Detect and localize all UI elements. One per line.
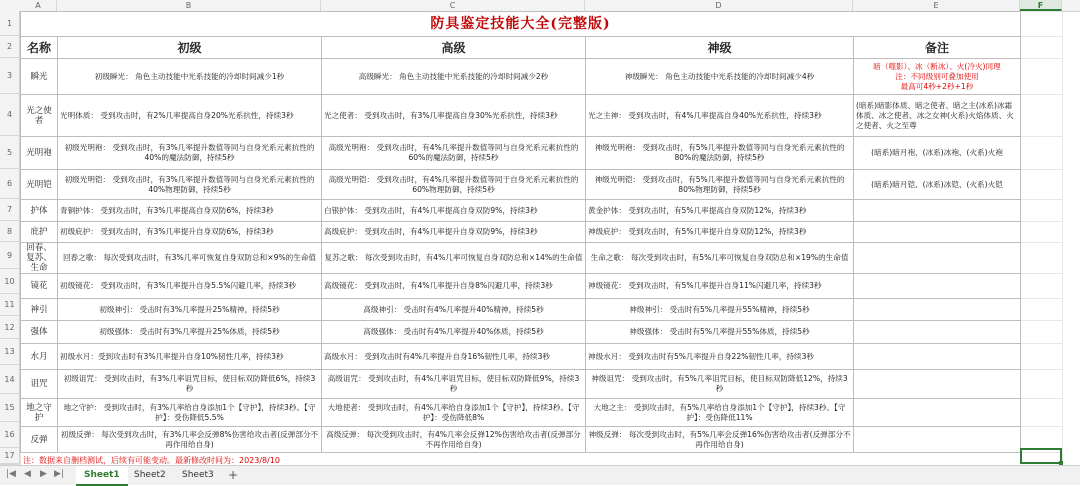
advanced-cell[interactable]: 高级反弹： 每次受到攻击时，有4%几率会反弹12%伤害给攻击者(反弹部分不再作用给自身) (322, 427, 586, 453)
basic-cell[interactable]: 回春之歌： 每次受到攻击时，有3%几率可恢复自身双防总和×9%的生命值 (58, 243, 322, 274)
advanced-cell[interactable]: 光之使者： 受到攻击时，有3%几率提高自身30%光系抗性，持续3秒 (322, 95, 586, 137)
column-header-e[interactable]: E (853, 0, 1020, 11)
spreadsheet-grid (20, 11, 1063, 469)
cell[interactable] (1021, 137, 1063, 170)
column-header-a[interactable]: A (20, 0, 57, 11)
divine-cell[interactable]: 神级镜花： 受到攻击时，有5%几率提升自身11%闪避几率，持续3秒 (586, 274, 854, 299)
basic-cell[interactable]: 初级强体： 受击时有3%几率提升25%体质，持续5秒 (58, 321, 322, 344)
divine-cell[interactable]: 神级强体： 受击时有5%几率提升55%体质，持续5秒 (586, 321, 854, 344)
cell[interactable] (1021, 321, 1063, 344)
divine-cell[interactable]: 神级光明袍： 受到攻击时，有5%几率提升数值等同与自身光系元素抗性的80%的魔法防御，持续5秒 (586, 137, 854, 170)
row-header[interactable]: 11 (0, 294, 20, 316)
remarks-cell[interactable] (854, 299, 1021, 321)
cell[interactable] (1021, 170, 1063, 200)
header-advanced[interactable]: 高级 (322, 37, 586, 59)
row-header[interactable]: 2 (0, 36, 20, 58)
advanced-cell[interactable]: 大地使者： 受到攻击时，有4%几率给自身添加1个【守护】，持续3秒。【守护】：受伤降低8% (322, 399, 586, 427)
skill-name[interactable]: 神引 (21, 299, 58, 321)
basic-cell[interactable]: 初级神引： 受击时有3%几率提升25%精神，持续5秒 (58, 299, 322, 321)
basic-cell[interactable]: 初级反弹： 每次受到攻击时，有3%几率会反弹8%伤害给攻击者(反弹部分不再作用给自身) (58, 427, 322, 453)
divine-cell[interactable]: 神级神引： 受击时有5%几率提升55%精神，持续5秒 (586, 299, 854, 321)
row-header[interactable]: 10 (0, 269, 20, 294)
sheet-title[interactable]: 防具鉴定技能大全(完整版) (21, 12, 1021, 37)
cell[interactable] (1021, 37, 1063, 59)
advanced-cell[interactable]: 高级水月： 受到攻击时有4%几率提升自身16%韧性几率，持续3秒 (322, 344, 586, 370)
row-header[interactable]: 17 (0, 448, 20, 464)
remarks-cell[interactable]: 暗（噬影）、冰（断冰）、火(冷火)同理 注：不同级别可叠加使用 最高可4秒+2秒+1秒 (854, 59, 1021, 95)
divine-cell[interactable]: 神级诅咒： 受到攻击时，有5%几率诅咒目标，使目标双防降低12%，持续3秒 (586, 370, 854, 399)
column-header-b[interactable]: B (57, 0, 321, 11)
column-header-d[interactable]: D (585, 0, 853, 11)
remarks-cell[interactable] (854, 321, 1021, 344)
header-basic[interactable]: 初级 (58, 37, 322, 59)
row-header[interactable]: 12 (0, 316, 20, 339)
basic-cell[interactable]: 初级光明袍： 受到攻击时，有3%几率提升数值等同与自身光系元素抗性的40%的魔法防御，持续5秒 (58, 137, 322, 170)
cell[interactable] (1021, 344, 1063, 370)
row-header[interactable]: 14 (0, 365, 20, 394)
basic-cell[interactable]: 初级光明铠： 受到攻击时，有3%几率提升数值等同与自身光系元素抗性的40%物理防御，持续5秒 (58, 170, 322, 200)
skill-name[interactable]: 瞬光 (21, 59, 58, 95)
row-header[interactable]: 15 (0, 394, 20, 422)
skill-name[interactable]: 回春、复苏、生命 (21, 243, 58, 274)
advanced-cell[interactable]: 高级光明铠： 受到攻击时，有4%几率提升数值等同于自身光系元素抗性的60%物理防御，持续5秒 (322, 170, 586, 200)
divine-cell[interactable]: 神级瞬光： 角色主动技能中光系技能的冷却时间减少4秒 (586, 59, 854, 95)
row-header[interactable]: 16 (0, 422, 20, 448)
advanced-cell[interactable]: 高级神引： 受击时有4%几率提升40%精神，持续5秒 (322, 299, 586, 321)
prev-sheet-icon[interactable]: ◀ (24, 469, 31, 479)
header-remarks[interactable]: 备注 (854, 37, 1021, 59)
advanced-cell[interactable]: 白银护体： 受到攻击时，有4%几率提高自身双防9%，持续3秒 (322, 200, 586, 222)
basic-cell[interactable]: 初级瞬光： 角色主动技能中光系技能的冷却时间减少1秒 (58, 59, 322, 95)
row-header[interactable]: 8 (0, 221, 20, 242)
advanced-cell[interactable]: 高级强体： 受击时有4%几率提升40%体质，持续5秒 (322, 321, 586, 344)
cell[interactable] (1021, 12, 1063, 37)
basic-cell[interactable]: 地之守护： 受到攻击时，有3%几率给自身添加1个【守护】，持续3秒。【守护】：受伤降低5.5% (58, 399, 322, 427)
basic-cell[interactable]: 光明体质： 受到攻击时，有2%几率提高自身20%光系抗性，持续3秒 (58, 95, 322, 137)
remarks-cell[interactable] (854, 344, 1021, 370)
row-header[interactable]: 13 (0, 339, 20, 365)
footnote-cell[interactable]: 注：数据来自删档测试，后续有可能变动。最新修改时间为：2023/8/10 (21, 453, 1021, 469)
remarks-cell[interactable] (854, 274, 1021, 299)
divine-cell[interactable]: 神级水月： 受到攻击时有5%几率提升自身22%韧性几率，持续3秒 (586, 344, 854, 370)
skill-name[interactable]: 庇护 (21, 222, 58, 243)
remarks-cell[interactable] (854, 222, 1021, 243)
advanced-cell[interactable]: 复苏之歌： 每次受到攻击时，有4%几率可恢复自身双防总和×14%的生命值 (322, 243, 586, 274)
divine-cell[interactable]: 神级庇护： 受到攻击时，有5%几率提升自身双防12%，持续3秒 (586, 222, 854, 243)
skill-name[interactable]: 光明袍 (21, 137, 58, 170)
divine-cell[interactable]: 大地之主： 受到攻击时，有5%几率给自身添加1个【守护】，持续3秒。【守护】：受伤降低11% (586, 399, 854, 427)
row-header[interactable]: 6 (0, 169, 20, 199)
sheet-tab-bar (0, 465, 1080, 485)
row-header[interactable]: 1 (0, 11, 20, 36)
remarks-cell[interactable]: (暗系)暗月袍、(冰系)冰袍、(火系)火袍 (854, 137, 1021, 170)
basic-cell[interactable]: 青铜护体： 受到攻击时，有3%几率提高自身双防6%，持续3秒 (58, 200, 322, 222)
basic-cell[interactable]: 初级镜花： 受到攻击时，有3%几率提升自身5.5%闪避几率，持续3秒 (58, 274, 322, 299)
basic-cell[interactable]: 初级诅咒： 受到攻击时，有3%几率诅咒目标，使目标双防降低6%，持续3秒 (58, 370, 322, 399)
column-header-f[interactable]: F (1020, 0, 1062, 11)
tab-sheet1[interactable]: Sheet1 (76, 466, 128, 486)
cell[interactable] (1021, 95, 1063, 137)
advanced-cell[interactable]: 高级庇护： 受到攻击时，有4%几率提升自身双防9%，持续3秒 (322, 222, 586, 243)
cell[interactable] (1021, 243, 1063, 274)
tab-sheet3[interactable]: Sheet3 (182, 470, 214, 480)
last-sheet-icon[interactable]: ▶| (54, 469, 64, 479)
skill-name[interactable]: 诅咒 (21, 370, 58, 399)
remarks-cell[interactable] (854, 370, 1021, 399)
advanced-cell[interactable]: 高级诅咒： 受到攻击时，有4%几率诅咒目标，使目标双防降低9%，持续3秒 (322, 370, 586, 399)
header-divine[interactable]: 神级 (586, 37, 854, 59)
divine-cell[interactable]: 光之主神： 受到攻击时，有4%几率提高自身40%光系抗性，持续3秒 (586, 95, 854, 137)
next-sheet-icon[interactable]: ▶ (40, 469, 47, 479)
basic-cell[interactable]: 初级水月：受到攻击时有3%几率提升自身10%韧性几率，持续3秒 (58, 344, 322, 370)
cell[interactable] (1021, 299, 1063, 321)
divine-cell[interactable]: 黄金护体： 受到攻击时，有5%几率提高自身双防12%，持续3秒 (586, 200, 854, 222)
skill-name[interactable]: 光之使者 (21, 95, 58, 137)
basic-cell[interactable]: 初级庇护： 受到攻击时，有3%几率提升自身双防6%，持续3秒 (58, 222, 322, 243)
cell[interactable] (1021, 370, 1063, 399)
remarks-cell[interactable] (854, 427, 1021, 453)
active-cell-selection[interactable] (1020, 448, 1062, 464)
cell[interactable] (1021, 274, 1063, 299)
advanced-cell[interactable]: 高级光明袍： 受到攻击时，有4%几率提升数值等同与自身光系元素抗性的60%的魔法防御，持续5秒 (322, 137, 586, 170)
remarks-cell[interactable] (854, 243, 1021, 274)
skill-name[interactable]: 水月 (21, 344, 58, 370)
skill-name[interactable]: 地之守护 (21, 399, 58, 427)
row-header[interactable]: 4 (0, 94, 20, 136)
divine-cell[interactable]: 神级反弹： 每次受到攻击时，有5%几率会反弹16%伤害给攻击者(反弹部分不再作用给自身) (586, 427, 854, 453)
advanced-cell[interactable]: 高级瞬光： 角色主动技能中光系技能的冷却时间减少2秒 (322, 59, 586, 95)
row-header[interactable]: 7 (0, 199, 20, 221)
cell[interactable] (1021, 399, 1063, 427)
row-header[interactable]: 5 (0, 136, 20, 169)
skill-name[interactable]: 强体 (21, 321, 58, 344)
cell[interactable] (1021, 200, 1063, 222)
remarks-cell[interactable]: (暗系)暗月铠、(冰系)冰铠、(火系)火铠 (854, 170, 1021, 200)
divine-cell[interactable]: 生命之歌： 每次受到攻击时，有5%几率可恢复自身双防总和×19%的生命值 (586, 243, 854, 274)
column-header-c[interactable]: C (321, 0, 585, 11)
skill-name[interactable]: 护体 (21, 200, 58, 222)
cell[interactable] (1021, 59, 1063, 95)
skill-name[interactable]: 光明铠 (21, 170, 58, 200)
cell[interactable] (1021, 222, 1063, 243)
add-sheet-icon[interactable]: + (228, 468, 239, 482)
header-name[interactable]: 名称 (21, 37, 58, 59)
row-header[interactable]: 9 (0, 242, 20, 269)
first-sheet-icon[interactable]: |◀ (6, 469, 16, 479)
advanced-cell[interactable]: 高级镜花： 受到攻击时，有4%几率提升自身8%闪避几率，持续3秒 (322, 274, 586, 299)
skill-name[interactable]: 镜花 (21, 274, 58, 299)
remarks-cell[interactable] (854, 200, 1021, 222)
remarks-cell[interactable]: (暗系)暗影体质、暗之使者、暗之主(冰系)冰霜体质、冰之使者、冰之女神(火系)火焰体质、火之使者、火之至尊 (854, 95, 1021, 137)
remarks-cell[interactable] (854, 399, 1021, 427)
skill-name[interactable]: 反弹 (21, 427, 58, 453)
divine-cell[interactable]: 神级光明铠： 受到攻击时，有5%几率提升数值等同与自身光系元素抗性的80%物理防御，持续5秒 (586, 170, 854, 200)
tab-sheet2[interactable]: Sheet2 (134, 470, 166, 480)
row-header[interactable]: 3 (0, 58, 20, 94)
